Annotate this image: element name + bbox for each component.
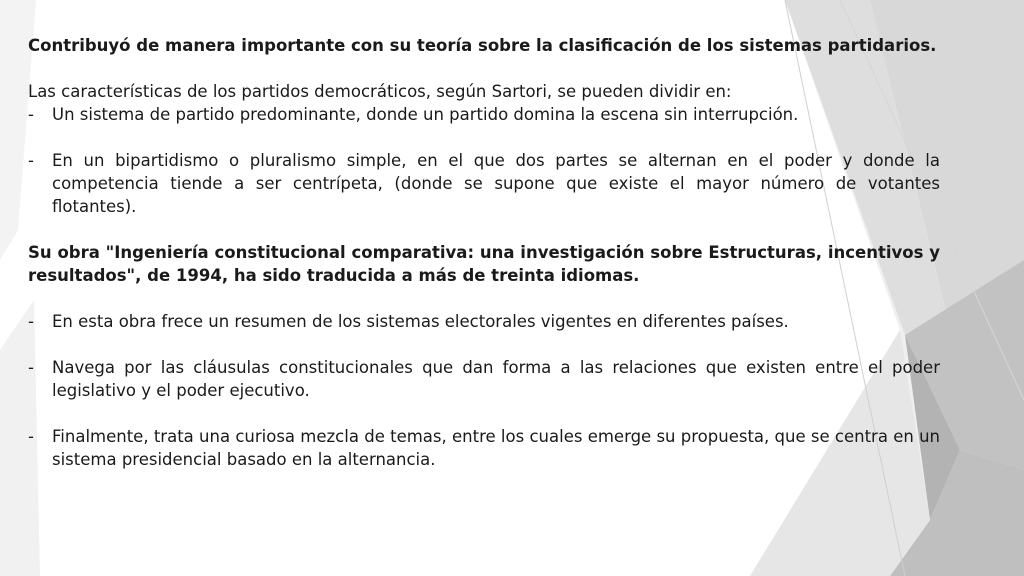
list-item-text: Finalmente, trata una curiosa mezcla de temas, entre los cuales emerge su propuesta, que se centra en un sistema presidencial basado en la alternancia. — [52, 427, 940, 469]
intro-text: Las características de los partidos democráticos, según Sartori, se pueden dividir en: — [28, 82, 732, 101]
list-item — [28, 103, 940, 126]
spacer — [28, 402, 940, 425]
list-item — [28, 310, 940, 333]
heading-book: Su obra "Ingeniería constitucional comparativa: una investigación sobre Estructuras, incentivos y resultados", de 1994, ha sido traducida a más de treinta idiomas. — [28, 243, 940, 285]
spacer — [28, 218, 940, 241]
bullet-dash: - — [28, 151, 34, 170]
list-item-text: Navega por las cláusulas constitucionales que dan forma a las relaciones que existen entre el poder legislativo y el poder ejecutivo. — [52, 358, 940, 400]
heading-contribution: Contribuyó de manera importante con su teoría sobre la clasificación de los sistemas partidarios. — [28, 36, 937, 55]
list-item — [28, 356, 940, 402]
bullet-dash: - — [28, 427, 34, 446]
spacer — [28, 287, 940, 310]
list-item-text: Un sistema de partido predominante, donde un partido domina la escena sin interrupción. — [52, 105, 799, 124]
list-item — [28, 425, 940, 471]
bullet-dash: - — [28, 312, 34, 331]
bullet-dash: - — [28, 105, 34, 124]
spacer — [28, 57, 940, 80]
list-item-text: En esta obra frece un resumen de los sistemas electorales vigentes en diferentes países. — [52, 312, 789, 331]
list-item-text: En un bipartidismo o pluralismo simple, en el que dos partes se alternan en el poder y donde la competencia tiende a ser centrípeta, (donde se supone que existe el mayor número de votantes flotantes). — [52, 151, 940, 216]
spacer — [28, 333, 940, 356]
slide-content — [28, 34, 940, 471]
list-item — [28, 149, 940, 218]
bullet-dash: - — [28, 358, 34, 377]
spacer — [28, 126, 940, 149]
